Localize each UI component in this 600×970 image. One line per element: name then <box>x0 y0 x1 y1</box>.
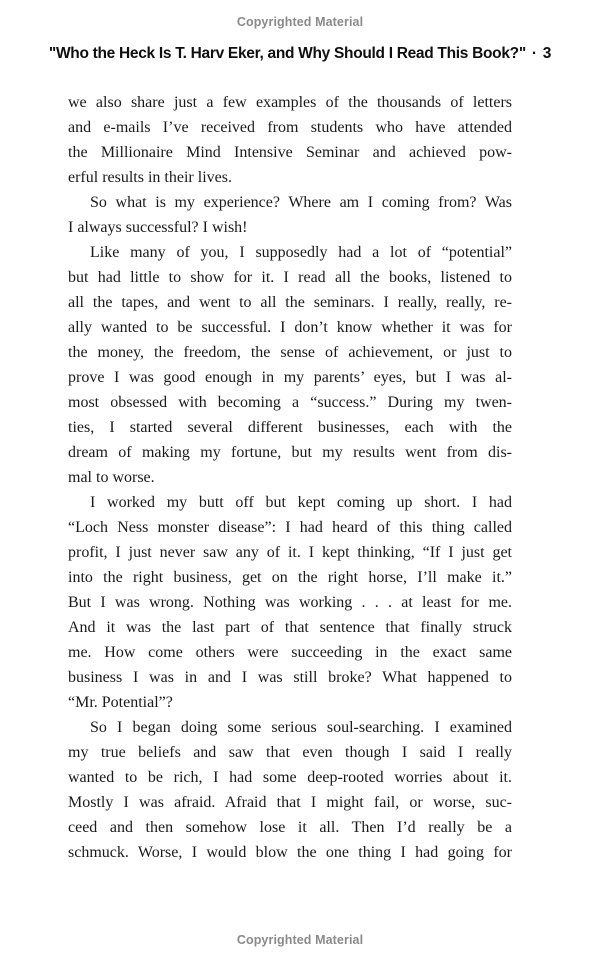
body-line: profit, I just never saw any of it. I kept thinking, “If I just get <box>68 544 512 561</box>
body-line: into the right business, get on the right horse, I’ll make it.” <box>68 569 512 586</box>
page-body <box>68 90 512 865</box>
body-line: But I was wrong. Nothing was working . . . at least for me. <box>68 594 512 611</box>
body-line: but had little to show for it. I read all the books, listened to <box>68 269 512 286</box>
running-header <box>0 45 600 63</box>
copyright-notice-top: Copyrighted Material <box>236 15 364 29</box>
body-line: the money, the freedom, the sense of achievement, or just to <box>68 344 512 361</box>
body-line: all the tapes, and went to all the seminars. I really, really, re- <box>68 294 512 311</box>
body-line: business I was in and I was still broke? What happened to <box>68 669 512 686</box>
chapter-title: "Who the Heck Is T. Harv Eker, and Why Should I Read This Book?" <box>48 45 526 62</box>
body-line: prove I was good enough in my parents’ eyes, but I was al- <box>68 369 512 386</box>
body-line: “Loch Ness monster disease”: I had heard of this thing called <box>68 519 512 536</box>
body-line: Like many of you, I supposedly had a lot of “potential” <box>90 244 512 261</box>
body-line: And it was the last part of that sentence that finally struck <box>68 619 512 636</box>
body-line: erful results in their lives. <box>68 169 232 186</box>
body-line: most obsessed with becoming a “success.” During my twen- <box>68 394 512 411</box>
page-number: 3 <box>542 45 552 62</box>
body-line: ties, I started several different businesses, each with the <box>68 419 512 436</box>
body-line: wanted to be rich, I had some deep-rooted worries about it. <box>68 769 512 786</box>
body-line: I worked my butt off but kept coming up short. I had <box>90 494 512 511</box>
body-line: So I began doing some serious soul-searching. I examined <box>90 719 512 736</box>
copyright-notice-bottom: Copyrighted Material <box>236 933 364 947</box>
body-line: mal to worse. <box>68 469 155 486</box>
body-line: schmuck. Worse, I would blow the one thing I had going for <box>68 844 512 861</box>
body-line: dream of making my fortune, but my results went from dis- <box>68 444 512 461</box>
body-line: So what is my experience? Where am I coming from? Was <box>90 194 512 211</box>
body-line: the Millionaire Mind Intensive Seminar and achieved pow- <box>68 144 512 161</box>
body-line: me. How come others were succeeding in the exact same <box>68 644 512 661</box>
body-line: “Mr. Potential”? <box>68 694 173 711</box>
body-line: Mostly I was afraid. Afraid that I might fail, or worse, suc- <box>68 794 512 811</box>
separator-dot: · <box>531 45 537 62</box>
body-line: I always successful? I wish! <box>68 219 248 236</box>
body-line: ally wanted to be successful. I don’t know whether it was for <box>68 319 512 336</box>
body-line: and e-mails I’ve received from students who have attended <box>68 119 512 136</box>
body-line: we also share just a few examples of the thousands of letters <box>68 94 512 111</box>
body-line: ceed and then somehow lose it all. Then I’d really be a <box>68 819 512 836</box>
body-line: my true beliefs and saw that even though I said I really <box>68 744 512 761</box>
